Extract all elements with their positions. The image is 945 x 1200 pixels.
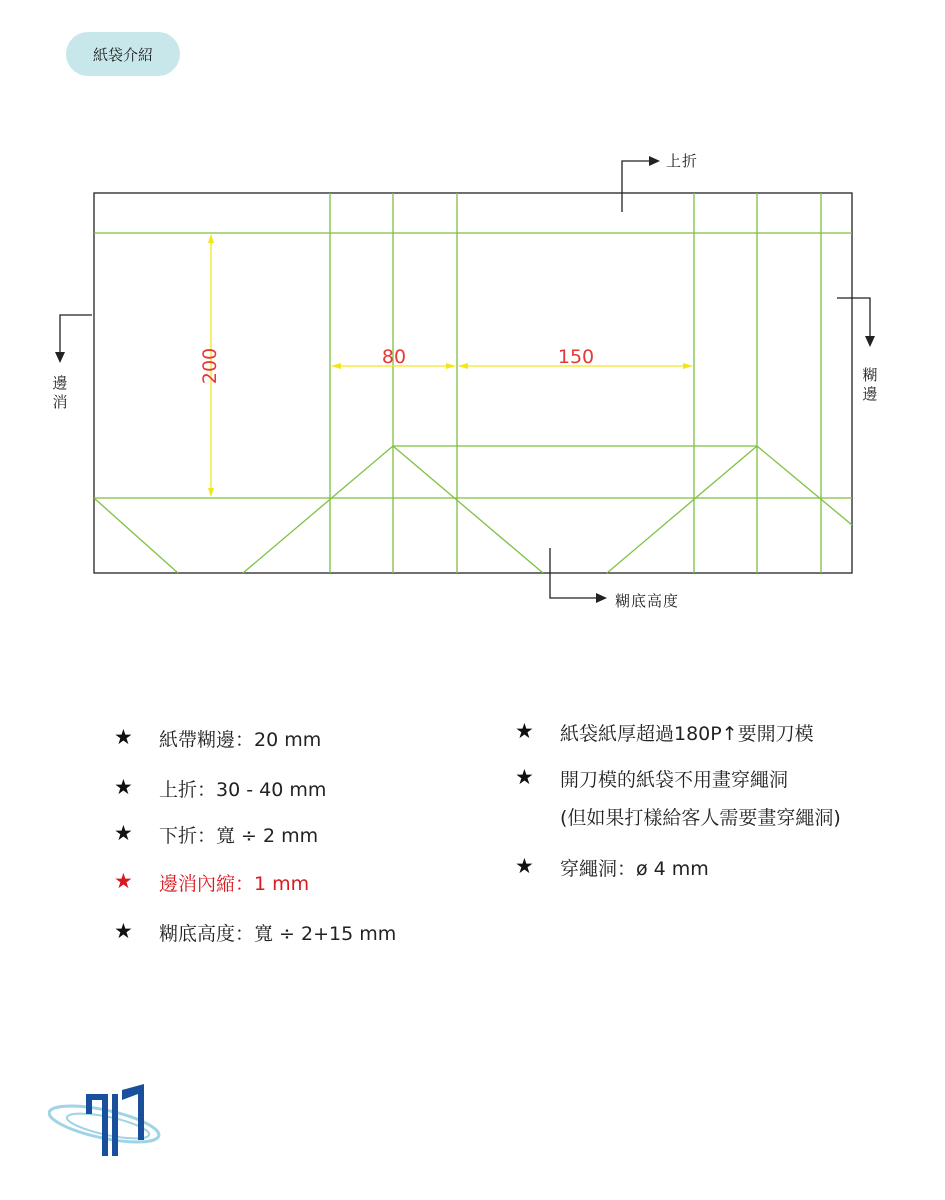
star-icon: ★ bbox=[114, 775, 133, 799]
dim-front-text: 150 bbox=[557, 346, 595, 368]
company-logo bbox=[48, 1080, 170, 1164]
dim-arrow-front-right bbox=[683, 363, 693, 369]
diag-4 bbox=[607, 446, 757, 573]
diag-3 bbox=[393, 446, 543, 573]
callout-top-fold bbox=[622, 161, 650, 212]
note-right-2-cont: (但如果打樣給客人需要畫穿繩洞) bbox=[560, 807, 841, 829]
star-icon: ★ bbox=[114, 869, 133, 893]
label-left-edge: 邊 消 bbox=[52, 374, 68, 411]
star-icon: ★ bbox=[114, 725, 133, 749]
label-bottom-height: 糊底高度 bbox=[615, 592, 680, 610]
dim-arrow-front-left bbox=[458, 363, 468, 369]
dim-arrow-side-right bbox=[446, 363, 456, 369]
callout-left-edge bbox=[60, 315, 92, 352]
dim-height-text: 200 bbox=[199, 347, 221, 385]
star-icon: ★ bbox=[515, 854, 534, 878]
dim-arrow-up bbox=[208, 234, 214, 243]
diag-2 bbox=[243, 446, 393, 573]
star-icon: ★ bbox=[114, 821, 133, 845]
dim-arrow-side-left bbox=[331, 363, 341, 369]
label-right-edge: 糊 邊 bbox=[862, 366, 878, 403]
label-top-fold: 上折 bbox=[666, 152, 699, 170]
callout-top-fold-head bbox=[649, 156, 660, 166]
callout-right-edge-head bbox=[865, 336, 875, 347]
section-title: 紙袋介紹 bbox=[92, 45, 153, 64]
dim-side-text: 80 bbox=[381, 346, 407, 368]
star-icon: ★ bbox=[515, 719, 534, 743]
dim-arrow-down bbox=[208, 488, 214, 497]
callout-right-edge bbox=[837, 298, 870, 336]
callout-left-edge-head bbox=[55, 352, 65, 363]
star-icon: ★ bbox=[114, 919, 133, 943]
diag-5 bbox=[757, 446, 852, 525]
diag-1 bbox=[94, 498, 178, 573]
star-icon: ★ bbox=[515, 765, 534, 789]
callout-bottom-head bbox=[596, 593, 607, 603]
